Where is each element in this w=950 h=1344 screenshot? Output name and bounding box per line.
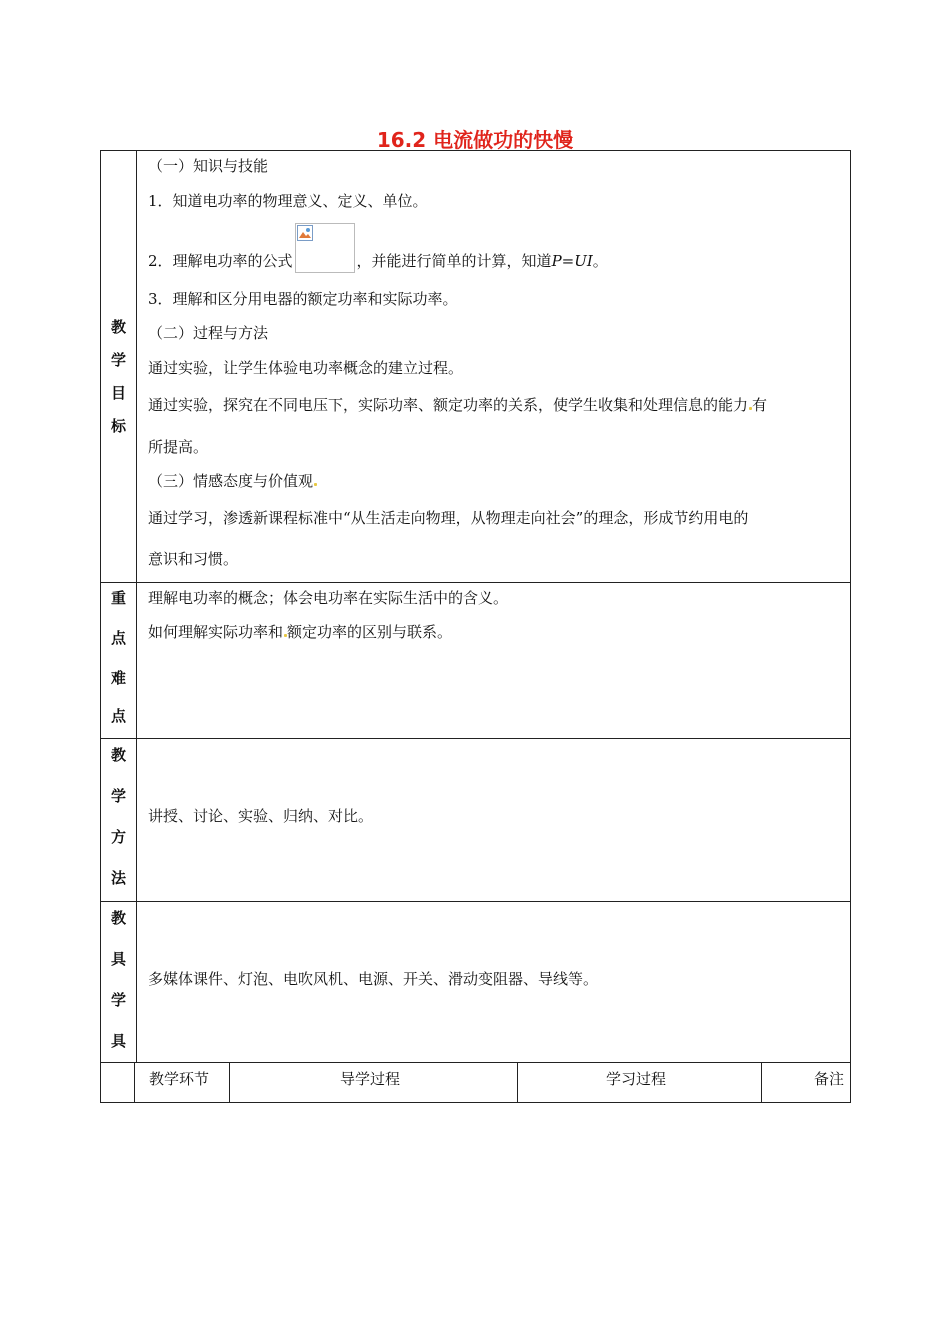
broken-image-icon xyxy=(295,223,355,273)
label-char: 重 xyxy=(110,589,126,607)
label-char: 学 xyxy=(110,787,126,805)
objectives-row xyxy=(101,151,850,583)
keypoints-row xyxy=(101,583,850,739)
label-char: 教 xyxy=(110,746,126,764)
label-char: 目 xyxy=(110,384,126,402)
label-char: 标 xyxy=(110,417,126,435)
label-char: 点 xyxy=(110,629,126,647)
header-cell-guide: 导学过程 xyxy=(229,1063,517,1102)
label-char: 学 xyxy=(110,991,126,1009)
label-char: 学 xyxy=(110,351,126,369)
objectives-label xyxy=(101,151,137,582)
keypoints-content xyxy=(137,583,850,738)
objective-item: 1．知道电功率的物理意义、定义、单位。 xyxy=(148,192,428,210)
objective-item: 3．理解和区分用电器的额定功率和实际功率。 xyxy=(148,290,458,308)
keypoint-text: 理解电功率的概念；体会电功率在实际生活中的含义。 xyxy=(148,589,509,607)
label-char: 具 xyxy=(110,950,126,968)
keypoint-text: 如何理解实际功率和 额定功率的区别与联系。 xyxy=(148,623,453,641)
section-heading: （二）过程与方法 xyxy=(148,324,269,342)
objective-text: 通过实验，探究在不同电压下，实际功率、额定功率的关系，使学生收集和处理信息的能力 有 xyxy=(148,396,768,414)
objective-text: 通过学习，渗透新课程标准中“从生活走向物理，从物理走向社会”的理念，形成节约用电的 xyxy=(148,509,749,527)
tools-text: 多媒体课件、灯泡、电吹风机、电源、开关、滑动变阻器、导线等。 xyxy=(148,970,599,988)
label-char: 教 xyxy=(110,909,126,927)
label-char: 具 xyxy=(110,1032,126,1050)
section-heading: （一）知识与技能 xyxy=(148,157,269,175)
mark-dot-icon xyxy=(314,483,317,486)
methods-row xyxy=(101,739,850,902)
keypoints-label xyxy=(101,583,137,738)
objective-text: 所提高。 xyxy=(148,438,209,456)
methods-label xyxy=(101,739,137,901)
objectives-content xyxy=(137,151,850,582)
document-title: 16.2 电流做功的快慢 xyxy=(376,128,574,152)
label-char: 方 xyxy=(110,828,126,846)
header-cell-notes: 备注 xyxy=(761,1063,850,1102)
process-header-row xyxy=(101,1063,850,1102)
methods-text: 讲授、讨论、实验、归纳、对比。 xyxy=(148,807,374,825)
objective-item-formula: 2．理解电功率的公式 ，并能进行简单的计算，知道P=UI。 xyxy=(148,223,608,273)
lesson-plan-table xyxy=(100,150,851,1103)
label-char: 点 xyxy=(110,707,126,725)
objective-text: 意识和习惯。 xyxy=(148,550,239,568)
header-cell-stage: 教学环节 xyxy=(134,1063,229,1102)
tools-content xyxy=(137,902,850,1062)
tools-label xyxy=(101,902,137,1062)
label-char: 教 xyxy=(110,318,126,336)
label-char: 法 xyxy=(110,869,126,887)
section-heading: （三）情感态度与价值观 xyxy=(148,470,317,491)
label-char: 难 xyxy=(110,669,126,687)
header-cell-learning: 学习过程 xyxy=(517,1063,761,1102)
methods-content xyxy=(137,739,850,901)
tools-row xyxy=(101,902,850,1063)
objective-text: 通过实验，让学生体验电功率概念的建立过程。 xyxy=(148,359,464,377)
